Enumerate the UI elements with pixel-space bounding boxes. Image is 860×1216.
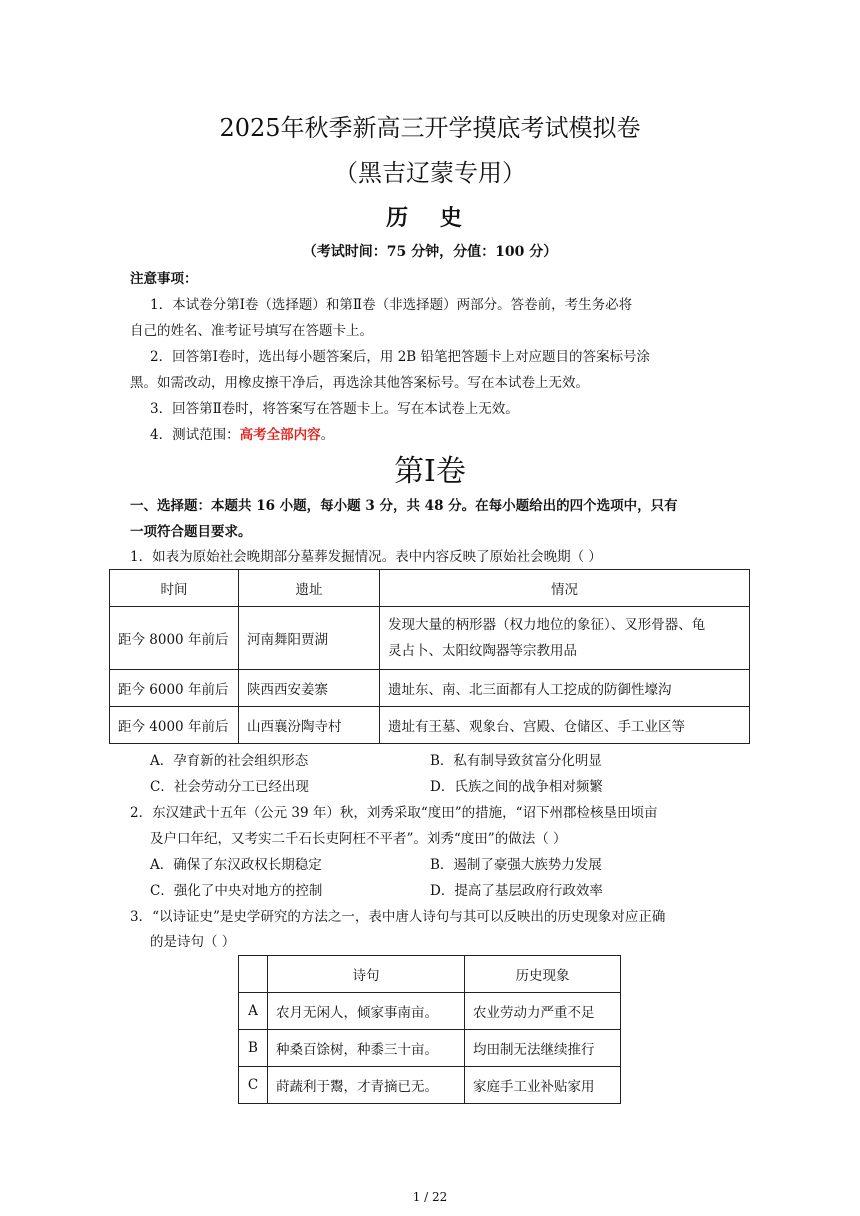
q1-row-1-site: 河南舞阳贾湖 (239, 607, 380, 670)
q3-header-poem: 诗句 (268, 956, 465, 993)
section-title: 第Ⅰ卷 (394, 454, 466, 489)
note-4 (150, 422, 760, 448)
q3-header-label (239, 956, 268, 993)
q3-row-a-phenomenon: 农业劳动力严重不足 (465, 993, 621, 1030)
q3-row-c-phenomenon: 家庭手工业补贴家用 (465, 1067, 621, 1104)
q2-option-d[interactable]: D．提高了基层政府行政效率 (430, 883, 603, 899)
q2-option-c[interactable]: C．强化了中央对地方的控制 (150, 883, 323, 899)
q3-row-c-poem: 莳蔬利于鬻，才青摘已无。 (268, 1067, 465, 1104)
note-2-line-1: 2．回答第Ⅰ卷时，选出每小题答案后，用 2B 铅笔把答题卡上对应题目的答案标号涂 (150, 349, 651, 365)
q3-table (238, 955, 621, 1104)
q1-stem: 1．如表为原始社会晚期部分墓葬发掘情况。表中内容反映了原始社会晚期（ ） (130, 549, 602, 565)
note-4-prefix: 4．测试范围： (150, 427, 240, 443)
subject-title: 历 史 (386, 205, 474, 231)
exam-subtitle: （黑吉辽蒙专用） (334, 159, 526, 187)
q2-stem-line-1: 2．东汉建武十五年（公元 39 年）秋，刘秀采取“度田”的措施，“诏下州郡检核垦田顷亩 (130, 805, 658, 821)
q1-option-a[interactable]: A．孕育新的社会组织形态 (150, 753, 309, 769)
q3-row-c-label: C (239, 1067, 268, 1104)
q1-header-site: 遗址 (239, 570, 380, 607)
q2-option-b[interactable]: B．遏制了豪强大族势力发展 (430, 857, 602, 873)
q1-option-c[interactable]: C．社会劳动分工已经出现 (150, 779, 309, 795)
q1-row-1-desc-line-2: 灵占卜、太阳纹陶器等宗教用品 (388, 643, 577, 659)
q3-table-header-row (239, 956, 621, 993)
q1-table-header-row (110, 570, 750, 607)
q1-row-1-desc-line-1: 发现大量的柄形器（权力地位的象征）、叉形骨器、龟 (388, 617, 706, 633)
q1-row-2-site: 陕西西安姜寨 (239, 670, 380, 707)
q1-option-b[interactable]: B．私有制导致贫富分化明显 (430, 753, 602, 769)
q1-header-time: 时间 (110, 570, 239, 607)
q2-option-a[interactable]: A．确保了东汉政权长期稳定 (150, 857, 322, 873)
note-4-suffix: 。 (320, 427, 335, 443)
q1-row-3-time: 距今 4000 年前后 (110, 707, 239, 744)
note-1-line-2: 自己的姓名、准考证号填写在答题卡上。 (130, 323, 373, 339)
q1-row-3-desc: 遗址有王墓、观象台、宫殿、仓储区、手工业区等 (380, 707, 750, 744)
q1-option-d[interactable]: D．氏族之间的战争相对频繁 (430, 779, 603, 795)
section-instruction-line-2: 一项符合题目要求。 (130, 524, 252, 540)
table-row (239, 1030, 621, 1067)
q1-row-2-time: 距今 6000 年前后 (110, 670, 239, 707)
q3-header-phenomenon: 历史现象 (465, 956, 621, 993)
q1-row-3-site: 山西襄汾陶寺村 (239, 707, 380, 744)
section-instruction-line-1: 一、选择题：本题共 16 小题，每小题 3 分，共 48 分。在每小题给出的四个选项中，只有 (130, 498, 678, 514)
table-row (110, 670, 750, 707)
q1-row-2-desc: 遗址东、南、北三面都有人工挖成的防御性壕沟 (380, 670, 750, 707)
page-number: 1 / 22 (412, 1190, 448, 1204)
q3-row-b-poem: 种桑百馀树，种黍三十亩。 (268, 1030, 465, 1067)
exam-title: 2025年秋季新高三开学摸底考试模拟卷 (219, 114, 641, 142)
q1-row-1-desc (380, 607, 750, 670)
table-row (110, 707, 750, 744)
q1-row-1-time: 距今 8000 年前后 (110, 607, 239, 670)
note-2-line-2: 黑。如需改动，用橡皮擦干净后，再选涂其他答案标号。写在本试卷上无效。 (130, 375, 589, 391)
q3-stem-line-1: 3．“以诗证史”是史学研究的方法之一，表中唐人诗句与其可以反映出的历史现象对应正确 (130, 909, 666, 925)
q1-table (109, 569, 750, 744)
notes-heading: 注意事项： (130, 271, 198, 287)
q3-row-a-label: A (239, 993, 268, 1030)
q3-stem-line-2: 的是诗句（ ） (150, 934, 236, 950)
q3-row-b-label: B (239, 1030, 268, 1067)
q3-row-b-phenomenon: 均田制无法继续推行 (465, 1030, 621, 1067)
table-row (239, 1067, 621, 1104)
table-row (110, 607, 750, 670)
note-1-line-1: 1．本试卷分第Ⅰ卷（选择题）和第Ⅱ卷（非选择题）两部分。答卷前，考生务必将 (150, 297, 633, 313)
table-row (239, 993, 621, 1030)
exam-info: （考试时间：75 分钟，分值：100 分） (302, 244, 558, 260)
note-3: 3．回答第Ⅱ卷时，将答案写在答题卡上。写在本试卷上无效。 (150, 401, 519, 417)
q3-row-a-poem: 农月无闲人，倾家事南亩。 (268, 993, 465, 1030)
q2-stem-line-2: 及户口年纪，又考实二千石长吏阿枉不平者”。刘秀“度田”的做法（ ） (150, 831, 567, 847)
q1-header-desc: 情况 (380, 570, 750, 607)
test-scope-highlight: 高考全部内容 (239, 427, 321, 443)
